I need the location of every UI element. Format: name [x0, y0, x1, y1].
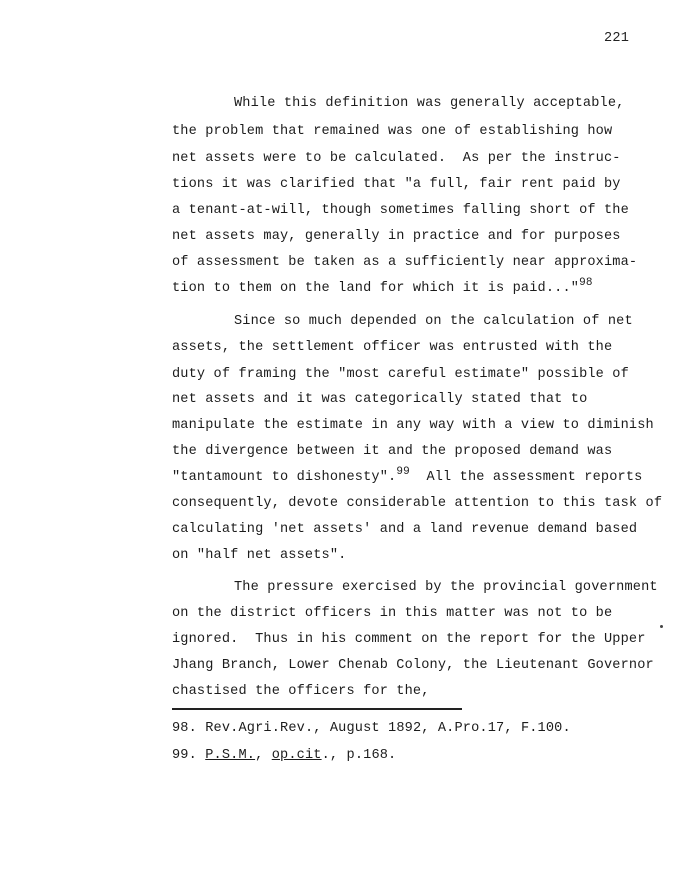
- text-line: calculating 'net assets' and a land revenue demand based: [172, 522, 638, 537]
- text-line: "tantamount to dishonesty".: [172, 470, 397, 485]
- text-line: net assets were to be calculated. As per the instruc-: [172, 151, 621, 166]
- footnote-text: Rev.Agri.Rev., August 1892, A.Pro.17, F.100.: [205, 721, 571, 736]
- footnote-sep: ,: [255, 748, 272, 763]
- footnote-number: 98.: [172, 721, 197, 736]
- text-line-with-footnote: [172, 466, 643, 486]
- text-line: chastised the officers for the,: [172, 684, 430, 699]
- footnote-ref-99: 99: [396, 466, 410, 478]
- footnote-99: [172, 748, 396, 764]
- text-line: the divergence between it and the proposed demand was: [172, 444, 613, 459]
- scan-speck: [660, 625, 663, 628]
- text-line: manipulate the estimate in any way with a view to diminish: [172, 418, 654, 433]
- text-line: All the assessment reports: [409, 470, 643, 485]
- text-line: on "half net assets".: [172, 548, 347, 563]
- footnote-rest: ., p.168.: [321, 748, 397, 763]
- text-line: Since so much depended on the calculation of net: [234, 314, 633, 329]
- text-line: ignored. Thus in his comment on the report for the Upper: [172, 632, 646, 647]
- text-line: assets, the settlement officer was entrusted with the: [172, 340, 613, 355]
- footnote-opcit: op.cit: [271, 748, 322, 763]
- footnote-number: 99.: [172, 748, 197, 763]
- footnote-98: [172, 721, 571, 737]
- text-line: tions it was clarified that "a full, fair rent paid by: [172, 177, 621, 192]
- footnote-source: P.S.M.: [205, 748, 256, 763]
- text-line: The pressure exercised by the provincial government: [234, 580, 658, 595]
- text-line: the problem that remained was one of establishing how: [172, 124, 613, 139]
- text-line: duty of framing the "most careful estimate" possible of: [172, 367, 629, 382]
- text-line-with-footnote: [172, 277, 593, 297]
- text-line: tion to them on the land for which it is paid...": [172, 281, 580, 296]
- text-line: While this definition was generally acceptable,: [234, 96, 625, 111]
- footnote-ref-98: 98: [579, 277, 593, 289]
- text-line: of assessment be taken as a sufficiently near approxima-: [172, 255, 638, 270]
- text-line: a tenant-at-will, though sometimes falling short of the: [172, 203, 629, 218]
- text-line: Jhang Branch, Lower Chenab Colony, the Lieutenant Governor: [172, 658, 654, 673]
- text-line: consequently, devote considerable attention to this task of: [172, 496, 663, 511]
- footnote-divider: [172, 708, 462, 710]
- text-line: on the district officers in this matter was not to be: [172, 606, 613, 621]
- text-line: net assets and it was categorically stated that to: [172, 392, 588, 407]
- text-line: net assets may, generally in practice and for purposes: [172, 229, 621, 244]
- page-number: 221: [604, 31, 630, 46]
